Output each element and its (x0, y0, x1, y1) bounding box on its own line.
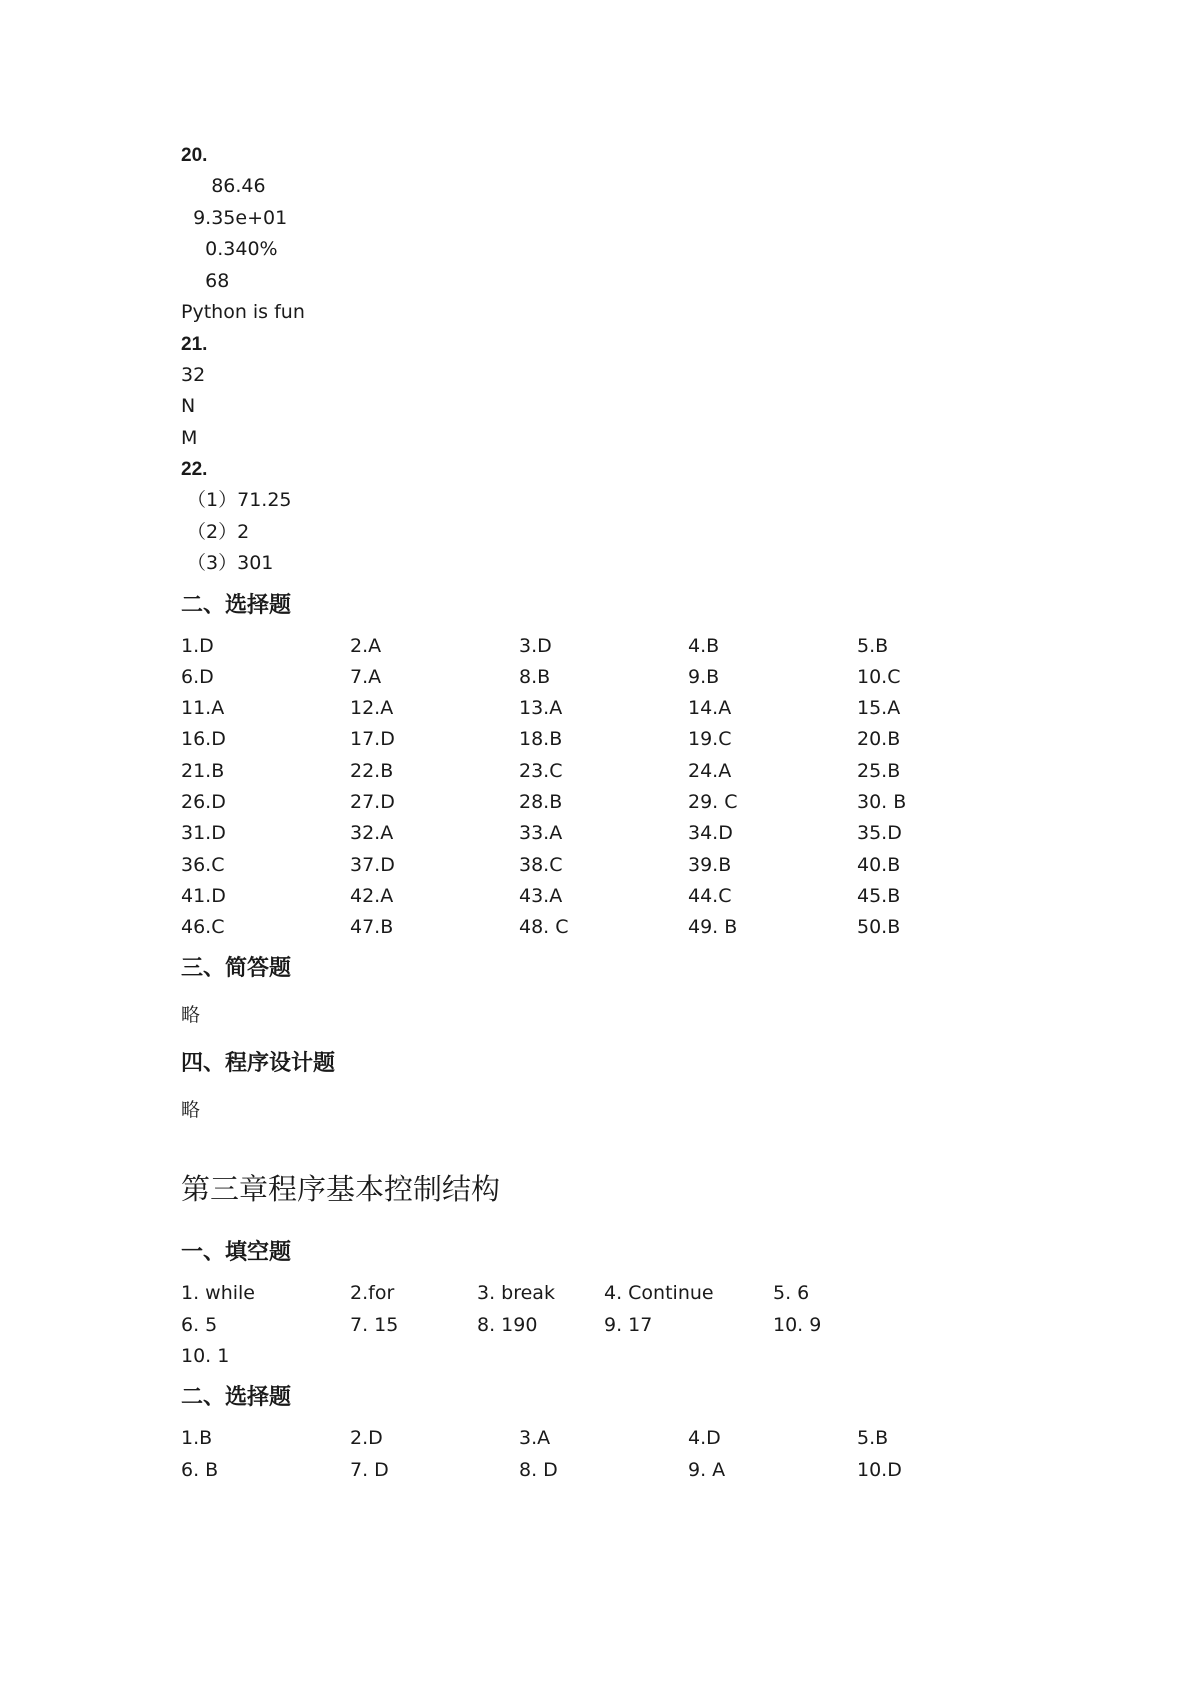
answer-cell: 37.D (350, 853, 395, 876)
answer-cell: 49. B (688, 916, 738, 939)
section-text: 略 (181, 1004, 201, 1027)
answer-cell: 7. 15 (350, 1313, 399, 1336)
answer-cell: 15.A (857, 697, 901, 720)
answer-cell: 28.B (519, 790, 563, 813)
answer-cell: 9. A (688, 1458, 726, 1481)
answer-cell: 34.D (688, 822, 733, 845)
answer-cell: 8. D (519, 1458, 558, 1481)
answer-cell: 16.D (181, 728, 226, 751)
section-text: 略 (181, 1099, 201, 1122)
answer-cell: 1. while (181, 1282, 255, 1305)
answer-cell: 33.A (519, 822, 563, 845)
answer-cell: 30. B (857, 790, 907, 813)
answer-cell: 3. break (477, 1282, 555, 1305)
answer-cell: 46.C (181, 916, 225, 939)
answer-cell: 21.B (181, 759, 225, 782)
section-heading: 四、程序设计题 (181, 1051, 336, 1077)
answer-line: （1）71.25 (181, 489, 292, 511)
answer-cell: 41.D (181, 884, 226, 907)
answer-cell: 50.B (857, 916, 901, 939)
answer-cell: 10.C (857, 665, 901, 688)
document-page (181, 140, 1011, 1486)
question-20 (181, 140, 1011, 329)
answer-cell: 18.B (519, 728, 563, 751)
answer-cell: 36.C (181, 853, 225, 876)
answer-cell: 27.D (350, 790, 395, 813)
answer-cell: 8. 190 (477, 1313, 538, 1336)
answer-cell: 10. 9 (773, 1313, 822, 1336)
section-heading: 一、填空题 (181, 1240, 292, 1266)
answer-cell: 17.D (350, 728, 395, 751)
answer-line: 86.46 (181, 175, 266, 197)
answer-cell: 7. D (350, 1458, 389, 1481)
answer-cell: 25.B (857, 759, 901, 782)
answer-cell: 31.D (181, 822, 226, 845)
answer-cell: 4. Continue (604, 1282, 714, 1305)
answer-cell: 2.D (350, 1427, 383, 1450)
question-22 (181, 454, 1011, 580)
answer-cell: 40.B (857, 853, 901, 876)
answer-cell: 5.B (857, 634, 889, 657)
answer-grid (181, 1278, 1011, 1372)
answer-cell: 19.C (688, 728, 732, 751)
answer-cell: 10.D (857, 1458, 902, 1481)
answer-cell: 44.C (688, 884, 732, 907)
answer-cell: 3.D (519, 634, 552, 657)
answer-grid (181, 1423, 1011, 1486)
answer-cell: 10. 1 (181, 1345, 230, 1368)
answer-cell: 32.A (350, 822, 394, 845)
answer-cell: 1.D (181, 634, 214, 657)
answer-line: 32 (181, 363, 206, 386)
answer-cell: 14.A (688, 697, 732, 720)
section-heading: 二、选择题 (181, 1385, 292, 1411)
answer-cell: 48. C (519, 916, 569, 939)
answer-cell: 11.A (181, 697, 225, 720)
answer-line: M (181, 426, 198, 449)
answer-cell: 3.A (519, 1427, 551, 1450)
answer-cell: 43.A (519, 884, 563, 907)
answer-line: 68 (181, 269, 230, 292)
answer-line: （2）2 (181, 520, 250, 543)
answer-cell: 9. 17 (604, 1313, 653, 1336)
answer-line: 9.35e+01 (181, 206, 288, 229)
answer-cell: 8.B (519, 665, 551, 688)
answer-grid (181, 631, 1011, 944)
answer-cell: 29. C (688, 790, 738, 813)
answer-cell: 5. 6 (773, 1282, 810, 1305)
answer-cell: 20.B (857, 728, 901, 751)
answer-cell: 22.B (350, 759, 394, 782)
answer-cell: 39.B (688, 853, 732, 876)
section-heading: 二、选择题 (181, 592, 292, 618)
answer-cell: 2.for (350, 1282, 395, 1305)
answer-cell: 12.A (350, 697, 394, 720)
answer-cell: 7.A (350, 665, 382, 688)
answer-cell: 35.D (857, 822, 902, 845)
question-21 (181, 329, 1011, 455)
answer-cell: 6. 5 (181, 1313, 218, 1336)
answer-cell: 2.A (350, 634, 382, 657)
answer-cell: 6. B (181, 1458, 219, 1481)
question-number: 21. (181, 333, 208, 355)
answer-cell: 1.B (181, 1427, 213, 1450)
answer-cell: 24.A (688, 759, 732, 782)
answer-line: Python is fun (181, 301, 305, 323)
answer-cell: 4.B (688, 634, 720, 657)
answer-cell: 5.B (857, 1427, 889, 1450)
answer-cell: 45.B (857, 884, 901, 907)
answer-cell: 42.A (350, 884, 394, 907)
answer-cell: 13.A (519, 697, 563, 720)
answer-line: N (181, 395, 196, 417)
answer-cell: 6.D (181, 665, 214, 688)
answer-cell: 9.B (688, 665, 720, 688)
answer-cell: 23.C (519, 759, 563, 782)
section-heading: 三、简答题 (181, 956, 292, 982)
answer-cell: 26.D (181, 790, 226, 813)
chapter-title: 第三章程序基本控制结构 (181, 1172, 501, 1207)
question-number: 20. (181, 145, 208, 166)
answer-cell: 38.C (519, 853, 563, 876)
answer-line: （3）301 (181, 552, 274, 574)
answer-cell: 47.B (350, 916, 394, 939)
answer-cell: 4.D (688, 1427, 721, 1450)
answer-line: 0.340% (181, 238, 278, 260)
question-number: 22. (181, 459, 208, 480)
